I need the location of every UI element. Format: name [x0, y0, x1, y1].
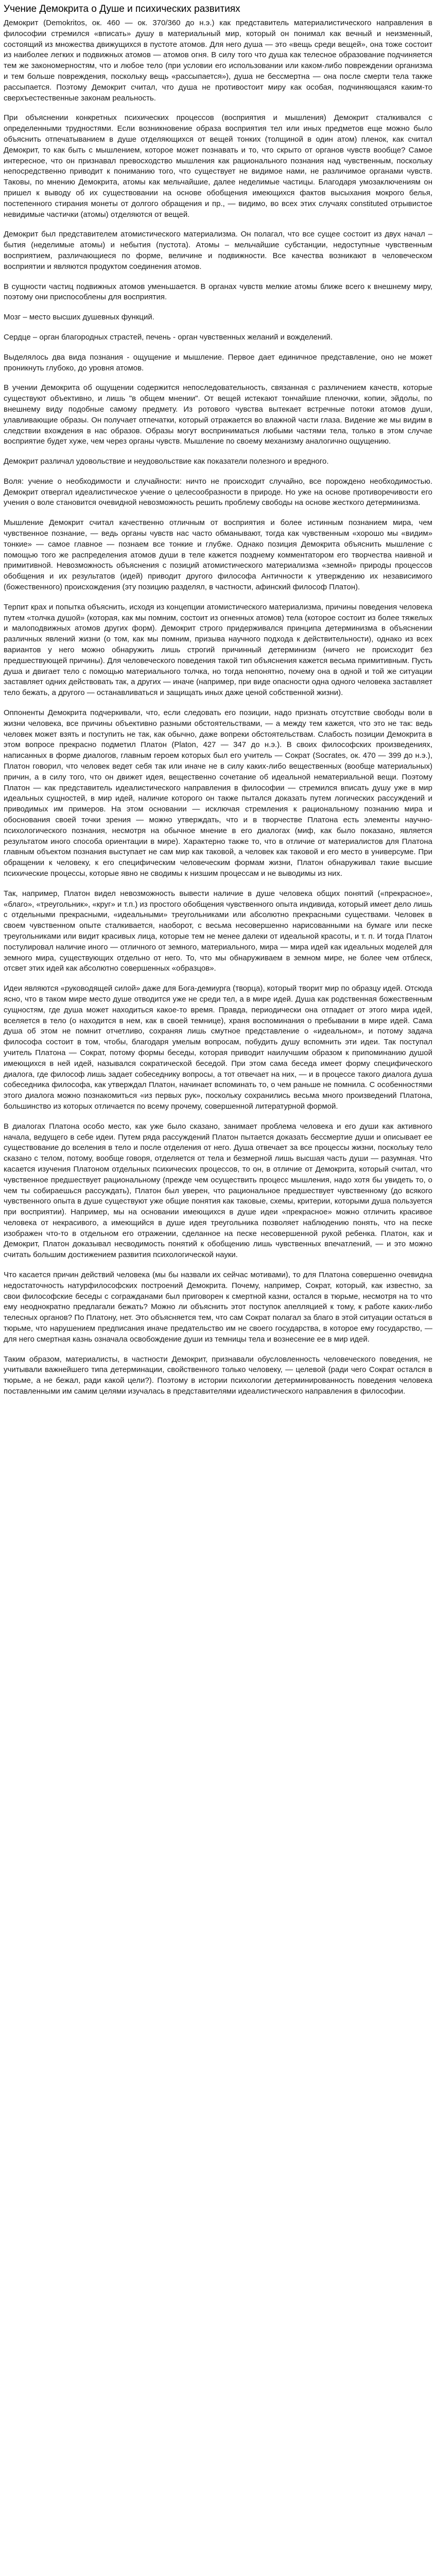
paragraph-8: В учении Демокрита об ощущении содержится непоследовательность, связанная с различением качеств, которые существуют объективно, и лишь "в общем мнении". От вещей истекают тончайшие пленочки, копии, эйдолы, по внешнему виду подобные самому предмету. Из ротового чувства вытекает встречные потоки атомов души, улавливающие образы. Он получает отпечатки, который отражается во влажной части глаза. Видение же мы видим в следствии вхождения в нас образов. Образы могут восприниматься любыми частями тела, только в этом случае восприятие будет хуже, чем через органы чувств. Мышление по своему механизму аналогично ощущению. — [4, 383, 432, 446]
paragraph-14: Так, например, Платон видел невозможность вывести наличие в душе человека общих понятий («прекрасное», «благо», «треугольник», «круг» и т.п.) из простого обобщения чувственного опыта индивида, который имеет дело лишь с отдельными прекрасными, «идеальными» треугольниками или абсолютно прекрасными существами. Человек в своем чувственном опыте сталкивается, наоборот, с весьма несовершенно нарисованными на бумаге или песке треугольниками или видит красивых лица, которые тем не менее далеки от идеальной красоты, и т. п. И тогда Платон постулировал наличие иного — отличного от земного, материального, мира — мира идей как идеальных моделей для земного мира, существующих отдельно от него. То, что мы обнаруживаем в земном мире, не более чем отблеск, отсвет этих идей как абсолютно совершенных «образцов». — [4, 889, 432, 973]
paragraph-1: Демокрит (Demokritos, ок. 460 — ок. 370/360 до н.э.) как представитель материалистического направления в философии стремился «вписать» душу в материальный мир, который он понимал как вечный и неизменный, состоящий из множества движущихся в пустоте атомов. Для него душа — это «вещь среди вещей», она тоже состоит из наиболее легких и подвижных атомов — атомов огня. В силу того что душа как телесное образование подчиняется тем же закономерностям, что и любое тело (при условии его использовании или каком-либо повреждении организма и тем больше повреждения, поскольку вещь «рассыпается»), душа не бессмертна — она после смерти тела также рассыпается. Поэтому Демокрит считал, что душа не противостоит миру как особая, подчиняющаяся каким-то сверхъестественные законам реальность. — [4, 19, 432, 103]
paragraph-5: Мозг – место высших душевных функций. — [4, 313, 154, 322]
paragraph-18: Таким образом, материалисты, в частности Демокрит, признавали обусловленность человеческого поведения, не учитывали важнейшего типа детерминации, свойственного только человеку, — целевой (ради чего Сократ остался в тюрьме, а не бежал, ради какой цели?). Поэтому в истории психологии детерминированность поведения человека поставленными им самим целями изучалась в представителями идеалистического направления в философии. — [4, 1354, 432, 1396]
paragraph-3: Демокрит был представителем атомистического материализма. Он полагал, что все сущее состоит из двух начал – бытия (неделимые атомы) и небытия (пустота). Атомы – мельчайшие субстанции, недоступные чувственным восприятием, различающиеся по форме, величине и подвижности. Все качества возникают в человеческом восприятии и являются продуктом соединения атомов. — [4, 230, 432, 271]
paragraph-9: Демокрит различал удовольствие и неудовольствие как показатели полезного и вредного. — [4, 457, 329, 466]
paragraph-4: В сущности частиц подвижных атомов уменьшается. В органах чувств мелкие атомы ближе всего к внешнему миру, поэтому они приспособлены для восприятия. — [4, 282, 432, 302]
paragraph-13: Оппоненты Демокрита подчеркивали, что, если следовать его позиции, надо признать отсутствие свободы воли в жизни человека, все причины объективно разными обстоятельствами, — а между тем кажется, что это не так: ведь человек может взять и поступить не так, как обычно, даже вопреки обстоятельствам. Слабость позиции Демокрита в этом вопросе прекрасно подметил Платон (Platon, 427 — 347 до н.э.). В своих философских произведениях, написанных в форме диалогов, главным героем которых был его учитель — Сократ (Socrates, ок. 470 — 399 до н.э.), Платон говорил, что человек ведет себя так или иначе не в силу каких-либо вещественных (вообще материальных) причин, а в силу того, что он движет идея, вещественно сочетание об идеальной нематериальной вещи. Поэтому Платон — как представитель идеалистического направления в философии — стремился вписать душу уже в мир идеальных сущностей, в мир идей, наличие которого он также пытался доказать путем логических рассуждений и приводимых им примеров. На этом основании — исключая стремления к рациональному познанию мира и обоснования своей точки зрения — можно утверждать, что и в творчестве Платона есть элементы научно-психологического познания, несмотря на обычное мнение в его диалогах (миф, как было показано, является результатом иного способа ориентации в мире). Характерно также то, что в отличие от материалистов для Платона главным объектом познания выступает не сам мир как таковой, а человек как таковой и его место в универсуме. При обращении к человеку, к его специфическим человеческим формам жизни, Платон обнаруживал такие высшие психические процессы, которые явно не сводимы к низшим процессам и не выводимы из них. — [4, 708, 432, 878]
paragraph-7: Выделялось два вида познания - ощущение и мышление. Первое дает единичное представление, оно не может проникнуть глубоко, до уровня атомов. — [4, 352, 432, 372]
paragraph-2: При объяснении конкретных психических процессов (восприятия и мышления) Демокрит сталкивался с определенными трудностями. Если возникновение образа восприятия тел или иных предметов еще можно было объяснить отпечатыванием в душе отделяющихся от вещей тонких (толщиной в один атом) пленок, как считал Демокрит, то как быть с мышлением, которое может познавать и то, что скрыто от органов чувств вообще? Самое интересное, что он признавал превосходство мышления как рационального познания над чувственным, поскольку непосредственно приводит к пониманию того, что существует не видимое нами, не различимое органами чувств. Таковы, по мнению Демокрита, атомы как мельчайшие, далее неделимые частицы. Благодаря умозаключениям он пришел к выводу об их существовании на основе обобщения имеющихся фактов высыхания мокрого белья, постепенного стирания монеты от долгого обращения и пр., — видимо, во всех этих случаях constituted отрывистое невидимые частички (атомы) отделяются от вещей. — [4, 113, 432, 219]
paragraph-10: Воля: учение о необходимости и случайности: ничто не происходит случайно, все порождено необходимостью. Демокрит отвергал идеалистическое учение о целесообразности в природе. Но уже на основе противоречивости его учения о воле становится очевидной невозможность решить проблему свободы на основе жесткого детерминизма. — [4, 477, 432, 507]
paragraph-17: Что касается причин действий человека (мы бы назвали их сейчас мотивами), то для Платона совершенно очевидна недостаточность натурфилософских построений Демокрита. Почему, например, Сократ, который, как известно, за свои философские беседы с согражданами был приговорен к смертной казни, остался в тюрьме, несмотря на то что ему неоднократно предлагали бежать? Можно ли объяснить этот поступок апелляцией к тому, к работе каких-либо телесных органов? По Платону, нет. Это объясняется тем, что сам Сократ полагал за благо в этой ситуации остаться в тюрьме, что нарушением предписания иначе предательство им не своего государства, в которое ему государство, — для него смертная казнь означала освобождение души из темницы тела и вознесение ее в мир идей. — [4, 1270, 432, 1344]
paragraph-16: В диалогах Платона особо место, как уже было сказано, занимает проблема человека и его души как активного начала, ведущего в себе идеи. Путем ряда рассуждений Платон пытается доказать бессмертие души и описывает ее существование до вселения в тело и после отделения от него. Душа отвечает за все процессы жизни, поскольку тело сказано с телом, потому, вообще говоря, отделяется от тела и безмерной лишь высшая часть души — разумная. Что касается изучения Платоном отдельных психических процессов, то он, в отличие от Демокрита, который считал, что чувственное предшествует рациональному (прежде чем осуществить процесс мышления, надо хотя бы увидеть то, о чем ты собираешься рассуждать), Платон был уверен, что рациональное предшествует чувственному (до всякого чувственного опыта в душе существуют уже общие понятия как таковые, схемы, критерии, которыми душа пользуется при восприятии). Например, мы на основании имеющихся в душе идеи «прекрасное» можно отличить красивое человека от некрасивого, а имеющийся в душе идея треугольника позволяет наблюдению понять, что на песке изображен что-то в отдельном его отражении, сделанное на песке несовершенной рукой ребенка. Платон, как и Демокрит, Платон доказывал несводимость понятий к обобщению лишь чувственных впечатлений, — и это можно считать большим достижением развития психологической науки. — [4, 1122, 432, 1260]
page-title: Учение Демокрита о Душе и психических развитиях — [4, 4, 240, 14]
paragraph-12: Терпит крах и попытка объяснить, исходя из концепции атомистического материализма, причины поведения человека путем «толчка душой» (которая, как мы помним, состоит из огненных атомов) тела (которое состоит из более тяжелых и малоподвижных атомов других форм). Демокрит строго придерживался принципа детерминизма в объяснении различных явлений жизни (о том, как мы помним, призыва научного подхода к действительности), однако из всех вариантов у него можно обнаружить лишь строгий причинный детерминизм (ничего не происходит без предшествующей причины). Для человеческого поведения такой тип объяснения кажется весьма примитивным. Пусть душа и двигает тело с помощью материального толчка, но тогда непонятно, почему она в одной и той же ситуации заставляет одних действовать так, а других — иначе (например, при виде опасности одна одного человека заставляет тело бежать, а другого — останавливаться и защищать иных даже ценой собственной жизни). — [4, 602, 432, 698]
paragraph-11: Мышление Демокрит считал качественно отличным от восприятия и более истинным познанием мира, чем чувственное познание, — ведь органы чувств нас часто обманывают, тогда как чувственным «хорошо мы «видим» тонкие» — самое главное — познаем все тонкие и глубже. Однако позиция Демокрита объяснить мышление с помощью того же распределения атомов души в теле кажется позднему комментатором его творчества наивной и примитивной. Невозможность объяснения с позиций атомистического материализма «земной» природы процессов обобщения и их результатов (идей) приводит другого философа Античности к утверждению их независимого (божественного) происхождения (эту позицию разделял, в частности, афинский философ Платон). — [4, 518, 432, 592]
paragraph-6: Сердце – орган благородных страстей, печень - орган чувственных желаний и вожделений. — [4, 332, 333, 342]
paragraph-15: Идеи являются «руководящей силой» даже для Бога-демиурга (творца), который творит мир по образцу идей. Отсюда ясно, что в таком мире место душе отводится уже не среди тел, а в мире идей. Душа как родственная божественным сущностям, где душа может находиться какое-то время. Правда, периодически она отпадает от этого мира идей, вселяется в тело (о находится в нем, как в своей темнице), храня воспоминания о пребывании в мире идей. Сама душа об этом не помнит отчетливо, сохраняя лишь смутное представление о «идеальном», и потому задача философа состоит в том, чтобы, благодаря умелым вопросам, побудить душу вспомнить эти идеи. Так поступал учитель Платона — Сократ, потому формы беседы, которая приводит наилучшим образом к припоминанию душой имеющихся в ней идей, назывался сократической беседой. При этом сама беседа имеет форму специфического диалога, где философ лишь задает собеседнику вопросы, а тот отвечает на них, — и в процессе такого диалога душа собеседника философа, как утверждал Платон, начинает вспоминать то, о чем раньше не помнила. С особенностями этого диалога можно познакомиться «из первых рук», поскольку сохранились весьма много произведений Платона, большинство из которых отличается по всему прочему, совершенной литературной формой. — [4, 984, 432, 1111]
